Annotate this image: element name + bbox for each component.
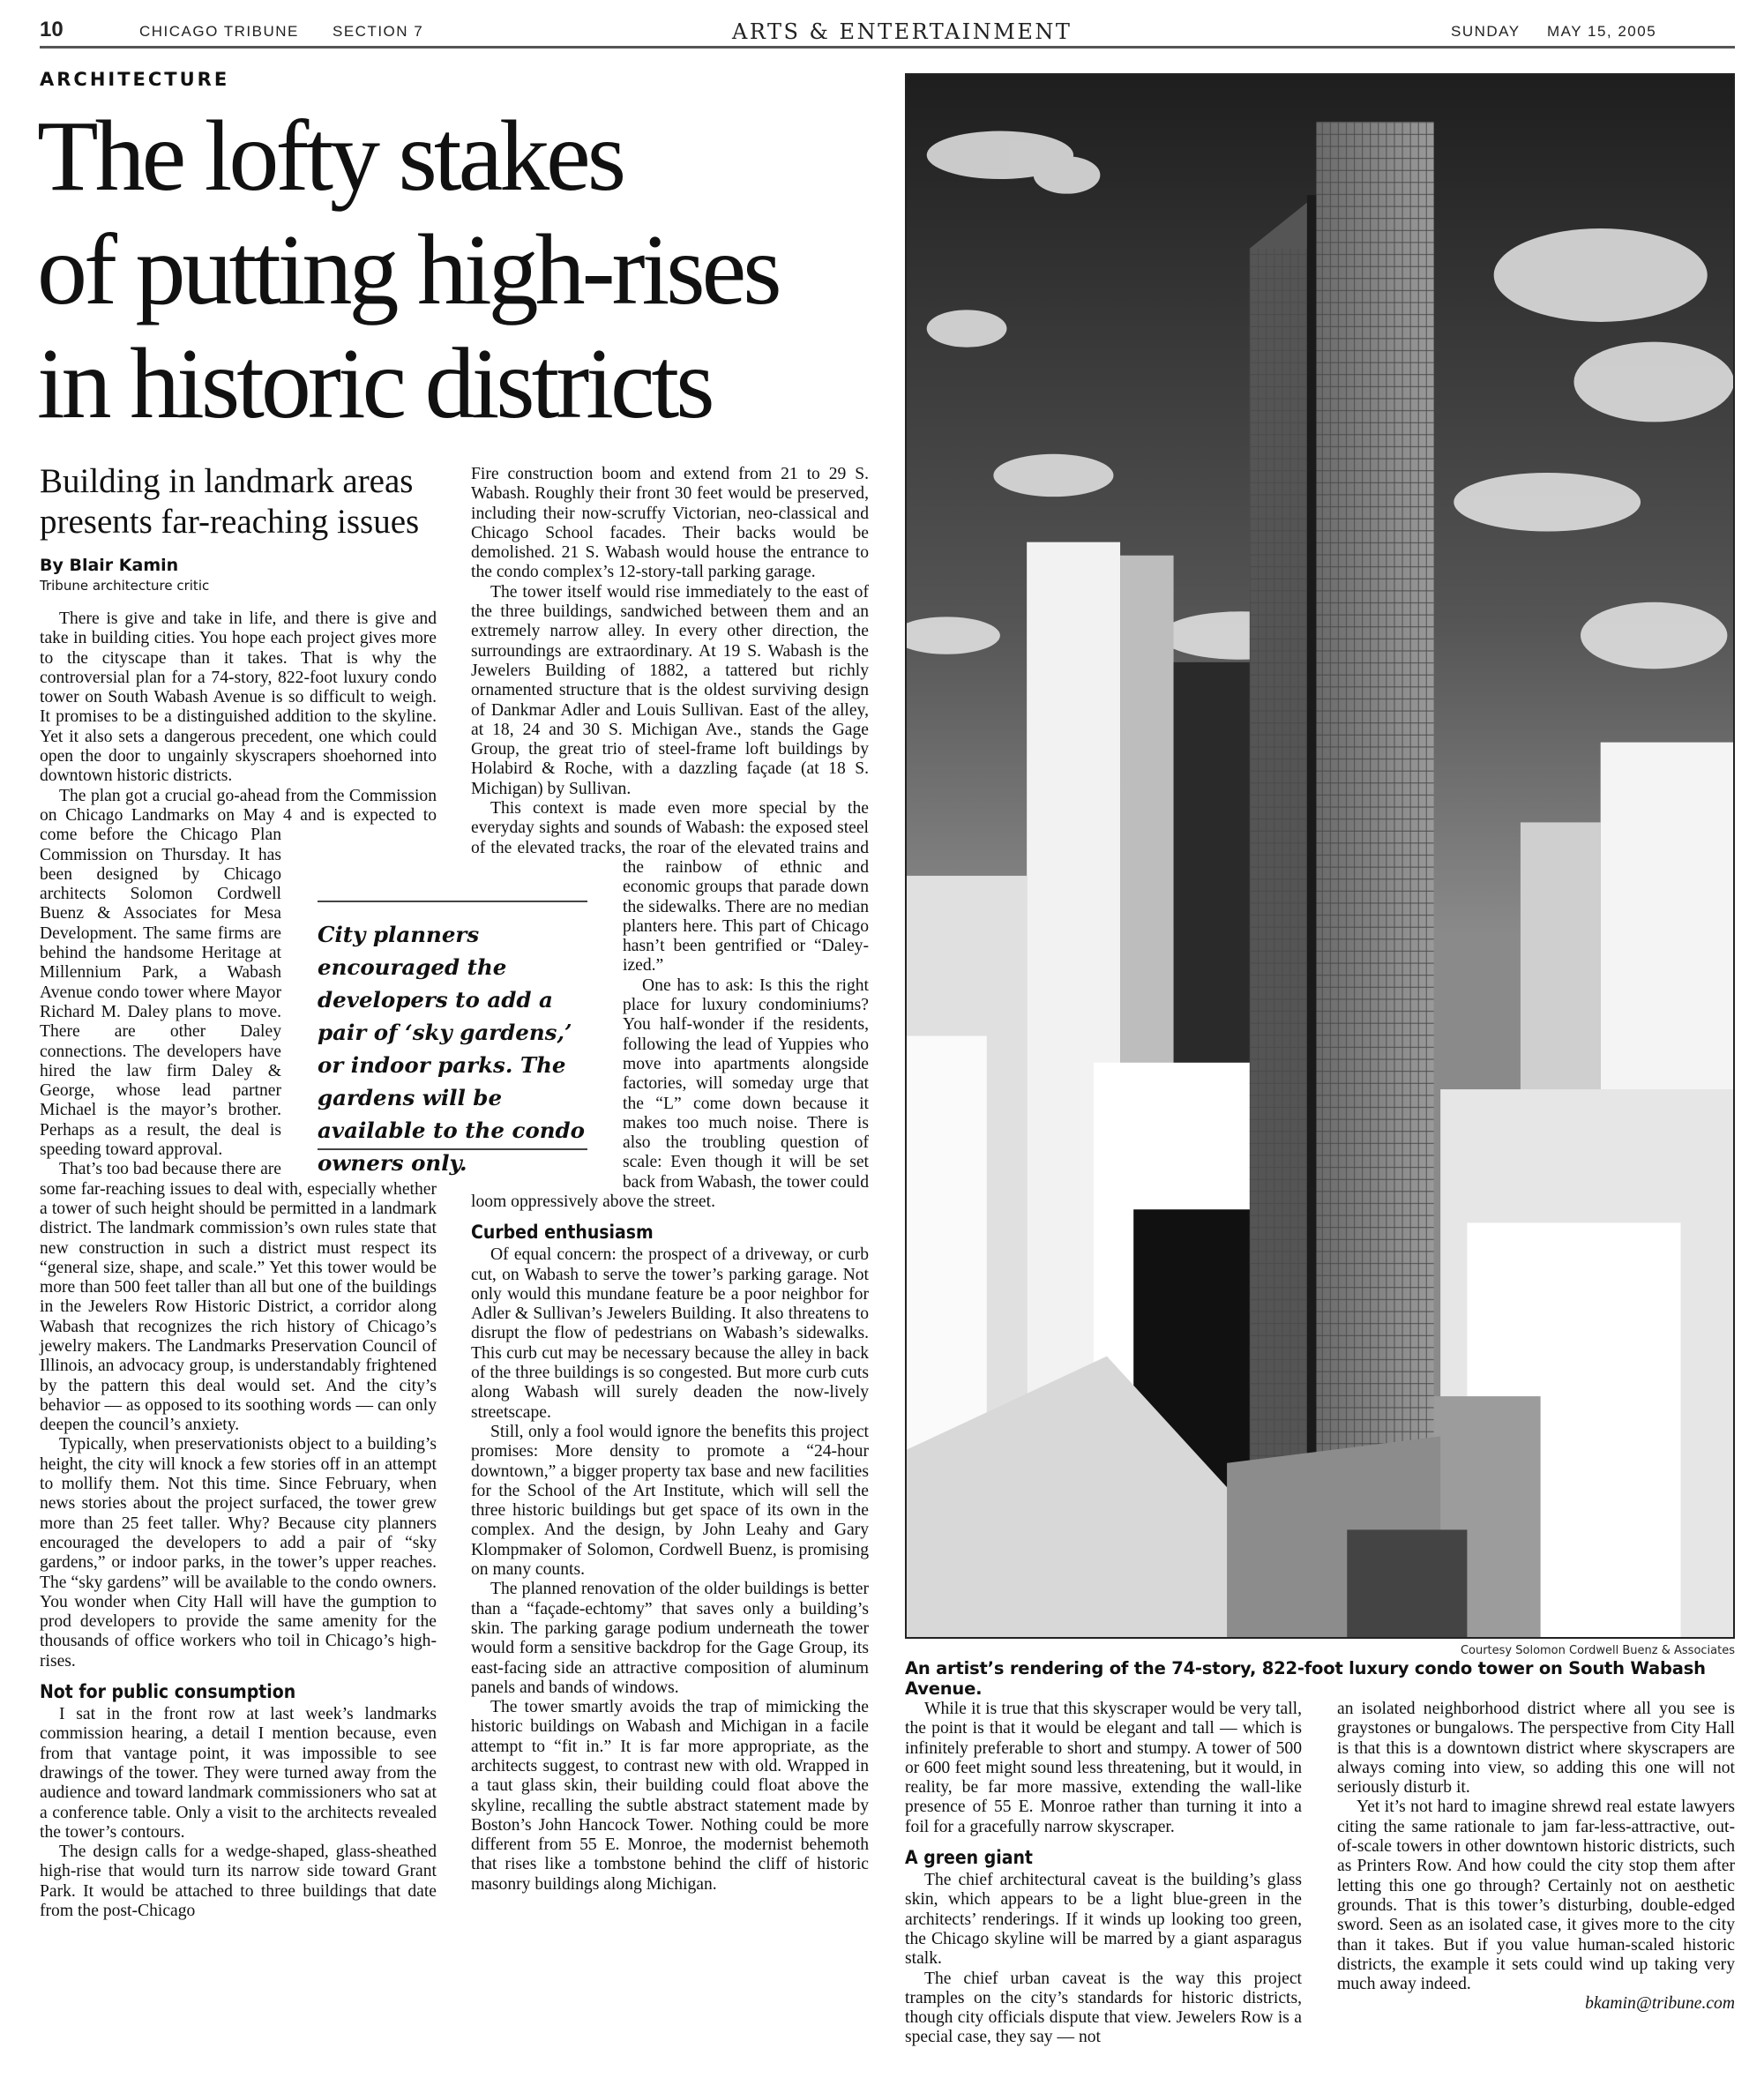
tower-rendering-photo bbox=[905, 73, 1735, 1639]
paragraph: The tower smartly avoids the trap of mimicking the historic buildings on Wabash and Michigan in a facile attempt to “fit in.” It is far more appropriate, as the architects suggest, to contrast new with old. Wrapped in a taut glass skin, their building could float above the skyline, recalling the subtle abstract statement made by Boston’s John Hancock Tower. Nothing could be more different from 55 E. Monroe, the modernist behemoth that rises like a tombstone behind the cliff of historic masonry buildings along Michigan. bbox=[471, 1698, 869, 1894]
section-heading: Curbed enthusiasm bbox=[471, 1222, 654, 1244]
day: SUNDAY bbox=[1451, 23, 1521, 40]
paper-name: CHICAGO TRIBUNE bbox=[139, 23, 299, 40]
paragraph: One has to ask: Is this the right place for luxury condominiums? You half-wonder if the residents, following the lead of Yuppies who move into apartments alongside factories, will someday urge that the “L” come down because it makes too much noise. There is also the troubling question of scale: Even though it will be set back from Wabash, the tower could loom oppressively above the street. bbox=[471, 975, 869, 1211]
headline-line: The lofty stakes bbox=[37, 100, 624, 212]
header-rule bbox=[40, 46, 1735, 49]
kicker: ARCHITECTURE bbox=[40, 69, 230, 90]
headline-line: in historic districts bbox=[37, 327, 712, 439]
paragraph: While it is true that this skyscraper would be very tall, the point is that it would be elegant and tall — which is infinitely preferable to short and stumpy. A tower of 500 or 600 feet might sound less threatening, but it would, in reality, be far more massive, extending the wall-like presence of 55 E. Monroe rather than turning it into a foil for a gracefully narrow skyscraper. bbox=[905, 1700, 1302, 1836]
section-label: SECTION 7 bbox=[333, 23, 424, 40]
page-number: 10 bbox=[40, 18, 64, 41]
paragraph: There is give and take in life, and there is give and take in building cities. You hope each project gives more to the cityscape than it takes. That is why the controversial plan for a 74-story, 822-foot luxury condo tower on South Wabash Avenue is so difficult to weigh. It promises to be a distinguished addition to the skyline. Yet it also sets a dangerous precedent, one which could open the door to ungainly skyscrapers shoehorned into downtown historic districts. bbox=[40, 609, 437, 786]
byline: By Blair Kamin bbox=[40, 556, 179, 575]
headline-line: of putting high-rises bbox=[37, 213, 779, 325]
headline bbox=[37, 99, 884, 440]
section-heading: A green giant bbox=[905, 1847, 1033, 1869]
section-heading: Not for public consumption bbox=[40, 1681, 296, 1703]
paragraph: an isolated neighborhood district where all you see is graystones or bungalows. The perspective from City Hall is that this is a downtown district where skyscrapers are always coming into view, so adding this one will not seriously disturb it. bbox=[1337, 1700, 1735, 1798]
subhead: Building in landmark areas presents far-reaching issues bbox=[40, 462, 420, 541]
paragraph: The planned renovation of the older buildings is better than a “façade-echtomy” that saves only a building’s skin. The parking garage podium underneath the tower would form a sensitive backdrop for the Gage Group, its east-facing side an attractive composition of aluminum panels and bands of windows. bbox=[471, 1580, 869, 1697]
paragraph: The plan got a crucial go-ahead from the Commission on Chicago Landmarks on May 4 and is expected to come before the Chicago Plan Commission on Thursday. It has been designed by Chicago architects Solomon Cordwell Buenz & Associates for Mesa Development. The same firms are behind the handsome Heritage at Millennium Park, a Wabash Avenue condo tower where Mayor Richard M. Daley plans to move. There are other Daley connections. The developers have hired the law firm Daley & George, whose lead partner Michael is the mayor’s brother. Perhaps as a result, the deal is speeding toward approval. bbox=[40, 786, 437, 1160]
byline-title: Tribune architecture critic bbox=[40, 578, 210, 594]
paragraph: This context is made even more special by the everyday sights and sounds of Wabash: the exposed steel of the elevated tracks, the roar of the elevated trains and the rainbow of ethnic and economic groups that parade down the sidewalks. There are no median planters here. This part of Chicago hasn’t been gentrified or “Daley-ized.” bbox=[471, 799, 869, 975]
paragraph: Yet it’s not hard to imagine shrewd real estate lawyers citing the same rationale to jam far-less-attractive, out-of-scale towers in other downtown historic districts, such as Printers Row. And how could the city stop them after letting this one go through? Certainly not on aesthetic grounds. That is this tower’s disturbing, double-edged sword. Seen as an isolated case, it gives more to the city than it takes. But if you value human-scaled historic districts, the example it sets could wind up taking very much away indeed. bbox=[1337, 1798, 1735, 1994]
author-email[interactable]: bkamin@tribune.com bbox=[1585, 1994, 1735, 2014]
column-2 bbox=[471, 465, 869, 1895]
paragraph: I sat in the front row at last week’s landmarks commission hearing, a detail I mention because, even from that vantage point, it was impossible to see drawings of the tower. They were turned away from the audience and toward landmark commissioners who sat at a conference table. Only a visit to the architects revealed the tower’s contours. bbox=[40, 1705, 437, 1842]
paragraph: Of equal concern: the prospect of a driveway, or curb cut, on Wabash to serve the tower’s parking garage. Not only would this mundane feature be a poor neighbor for Adler & Sullivan’s Jewelers Building. It also threatens to disrupt the flow of pedestrians on Wabash’s sidewalks. This curb cut may be necessary because the alley in back of the three buildings is so congested. But more curb cuts along Wabash will surely deaden the now-lively streetscape. bbox=[471, 1245, 869, 1422]
paragraph: The chief urban caveat is the way this project tramples on the city’s standards for historic districts, though city officials dispute that view. Jewelers Row is a special case, they say — not bbox=[905, 1969, 1302, 2047]
photo-caption: An artist’s rendering of the 74-story, 822-foot luxury condo tower on South Wabash Avenue. bbox=[905, 1658, 1706, 1699]
paragraph: That’s too bad because there are some far-reaching issues to deal with, especially whether a tower of such height should be permitted in a landmark district. The landmark commission’s own rules state that new construction in such a district must respect its “general size, shape, and scale.” Yet this tower would be more than 500 feet taller than all but one of the buildings in the Jewelers Row Historic District, a corridor along Wabash that recognizes the rich history of Chicago’s jewelry makers. The Landmarks Preservation Council of Illinois, an advocacy group, is understandably frightened by the pattern this deal would set. And the city’s behavior — as opposed to its soothing words — can only deepen the council’s anxiety. bbox=[40, 1160, 437, 1435]
column-4 bbox=[1337, 1700, 1735, 2015]
paragraph: Typically, when preservationists object to a building’s height, the city will knock a few stories off in an attempt to mollify them. Not this time. Since February, when news stories about the project surfaced, the tower grew more than 25 feet taller. Why? Because city planners encouraged the developers to add a pair of “sky gardens,” or indoor parks, in the tower’s upper reaches. The “sky gardens” will be available to the condo owners. You wonder when City Hall will have the gumption to prod developers to provide the same amenity for the thousands of office workers who toil in Chicago’s high-rises. bbox=[40, 1435, 437, 1671]
photo-credit: Courtesy Solomon Cordwell Buenz & Associates bbox=[1460, 1644, 1735, 1657]
date: MAY 15, 2005 bbox=[1547, 23, 1657, 40]
column-3 bbox=[905, 1700, 1302, 2048]
paragraph: The tower itself would rise immediately to the east of the three buildings, sandwiched between them and an extremely narrow alley. In every other direction, the surroundings are extraordinary. At 19 S. Wabash is the Jewelers Building of 1882, a tattered but richly ornamented structure that is the oldest surviving design of Dankmar Adler and Louis Sullivan. East of the alley, at 18, 24 and 30 S. Michigan Ave., stands the Gage Group, the great trio of steel-frame loft buildings by Holabird & Roche, with a dazzling façade (at 18 S. Michigan) by Sullivan. bbox=[471, 582, 869, 798]
paragraph: The design calls for a wedge-shaped, glass-sheathed high-rise that would turn its narrow side toward Grant Park. It would be attached to three buildings that date from the post-Chicago bbox=[40, 1843, 437, 1920]
paragraph: Fire construction boom and extend from 21 to 29 S. Wabash. Roughly their front 30 feet would be preserved, including their now-scruffy Victorian, neo-classical and Chicago School facades. Their backs would be demolished. 21 S. Wabash would house the entrance to the condo complex’s 12-story-tall parking garage. bbox=[471, 465, 869, 582]
paragraph: The chief architectural caveat is the building’s glass skin, which appears to be a light blue-green in the architects’ renderings. If it winds up looking too green, the Chicago skyline will be marred by a giant asparagus stalk. bbox=[905, 1871, 1302, 1969]
section-title: ARTS & ENTERTAINMENT bbox=[732, 19, 1073, 44]
column-1 bbox=[40, 461, 437, 1921]
tower-rendering-image bbox=[907, 75, 1735, 1639]
paragraph: Still, only a fool would ignore the benefits this project promises: More density to promote a “24-hour downtown,” a bigger property tax base and new facilities for the School of the Art Institute, which will sell the three historic buildings but get space of its own in the complex. And the design, by John Leahy and Gary Klompmaker of Solomon, Cordwell Buenz, is promising on many counts. bbox=[471, 1422, 869, 1580]
pull-quote: City planners encouraged the developers to add a pair of ‘sky gardens,’ or indoor parks. The gardens will be available to the condo owners only. bbox=[318, 901, 587, 1150]
